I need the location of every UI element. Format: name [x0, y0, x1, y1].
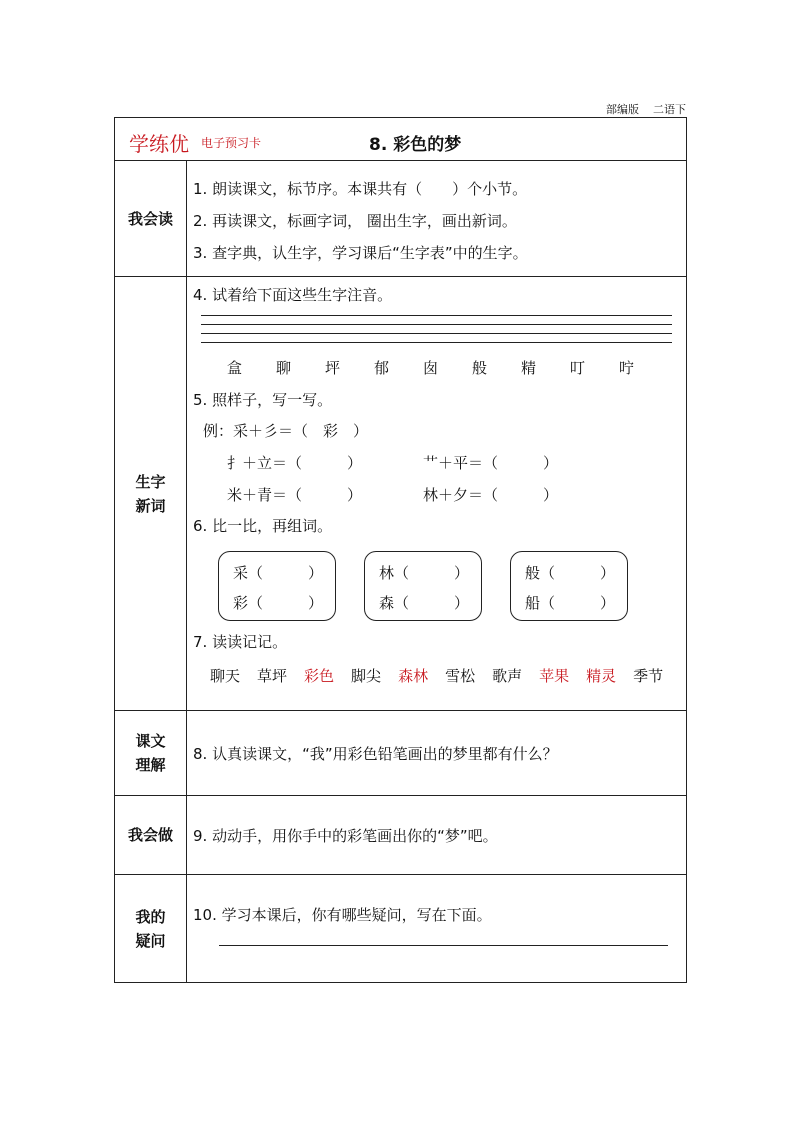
question-2: 2. 再读课文，标画字词， 圈出生字，画出新词。 — [193, 212, 517, 230]
pinyin-line — [201, 333, 672, 334]
question-9: 9. 动动手，用你手中的彩笔画出你的“梦”吧。 — [193, 827, 498, 845]
character: 咛 — [619, 359, 635, 377]
compare-item: 采（ ） — [233, 564, 324, 582]
character: 坪 — [325, 359, 341, 377]
compare-item: 林（ ） — [379, 564, 470, 582]
exercise-item: 林＋夕＝（ ） — [423, 486, 559, 504]
section-label: 课文 理解 — [115, 711, 187, 795]
preview-card-table — [114, 117, 687, 983]
section-understand — [115, 711, 686, 796]
publisher-text: 部编版 — [606, 103, 639, 116]
vocab-word: 脚尖 — [351, 667, 382, 685]
section-read — [115, 161, 686, 277]
question-1: 1. 朗读课文，标节序。本课共有（ ）个小节。 — [193, 180, 528, 198]
grade-text: 二语下 — [653, 103, 686, 116]
vocab-word-highlight: 苹果 — [539, 667, 570, 685]
vocab-word-highlight: 精灵 — [586, 667, 617, 685]
compare-item: 彩（ ） — [233, 594, 324, 612]
vocab-word: 雪松 — [445, 667, 476, 685]
section-make — [115, 796, 686, 875]
header-row — [115, 118, 686, 161]
exercise-item: 米＋青＝（ ） — [227, 486, 363, 504]
compare-item: 森（ ） — [379, 594, 470, 612]
question-7: 7. 读读记记。 — [193, 633, 288, 651]
section-label: 我会做 — [115, 796, 187, 874]
lesson-title: 8. 彩色的梦 — [369, 135, 462, 155]
character: 郁 — [374, 359, 390, 377]
pinyin-line — [201, 315, 672, 316]
edition-info — [592, 101, 686, 117]
character: 叮 — [570, 359, 586, 377]
compare-box — [510, 551, 628, 621]
section-label: 我的 疑问 — [115, 875, 187, 982]
question-10: 10. 学习本课后，你有哪些疑问，写在下面。 — [193, 906, 492, 924]
question-3: 3. 查字典，认生字，学习课后“生字表”中的生字。 — [193, 244, 528, 262]
compare-item: 般（ ） — [525, 564, 616, 582]
brand-logo-text: 学练优 — [129, 132, 189, 156]
vocab-word: 草坪 — [257, 667, 288, 685]
section-questions — [115, 875, 686, 982]
section-label: 生字 新词 — [115, 277, 187, 710]
pinyin-line — [201, 342, 672, 343]
example-text: 例：采＋彡＝（ 彩 ） — [203, 422, 369, 440]
question-8: 8. 认真读课文，“我”用彩色铅笔画出的梦里都有什么？ — [193, 745, 558, 763]
card-subtitle: 电子预习卡 — [201, 136, 262, 150]
character: 盒 — [227, 359, 243, 377]
answer-line — [219, 945, 668, 946]
character: 精 — [521, 359, 537, 377]
new-characters — [227, 357, 668, 378]
vocab-word: 季节 — [633, 667, 664, 685]
section-label: 我会读 — [115, 161, 187, 276]
compare-box — [218, 551, 336, 621]
pinyin-line — [201, 324, 672, 325]
section-new-words — [115, 277, 686, 711]
vocabulary-list — [210, 665, 663, 686]
character: 聊 — [276, 359, 292, 377]
question-5: 5. 照样子，写一写。 — [193, 391, 333, 409]
compare-item: 船（ ） — [525, 594, 616, 612]
exercise-item: 扌＋立＝（ ） — [227, 454, 363, 472]
vocab-word: 聊天 — [210, 667, 241, 685]
character: 般 — [472, 359, 488, 377]
question-4: 4. 试着给下面这些生字注音。 — [193, 286, 393, 304]
character: 囱 — [423, 359, 439, 377]
exercise-item: 艹＋平＝（ ） — [423, 454, 559, 472]
vocab-word-highlight: 森林 — [398, 667, 429, 685]
compare-box — [364, 551, 482, 621]
question-6: 6. 比一比，再组词。 — [193, 517, 333, 535]
vocab-word: 歌声 — [492, 667, 523, 685]
vocab-word-highlight: 彩色 — [304, 667, 335, 685]
